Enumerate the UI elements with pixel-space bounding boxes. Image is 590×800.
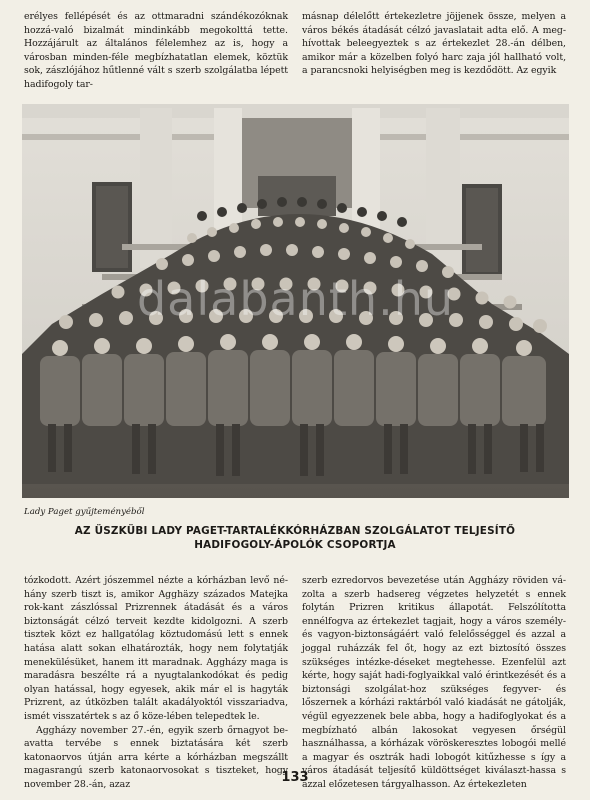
photo-illustration	[22, 104, 569, 498]
top-left-paragraph: erélyes fellépését és az ottmaradni szándékozóknak hozzá-való bizalmát mindinkább megokolttá tette. Hozzájárult az általános félelemhez az is, hogy a városban minden-féle megbízhatatlan elemek, köztük sok, zászlójához hűtlenné vált s szerb szolgálatba lépett hadifogoly tar-	[24, 11, 288, 90]
bottom-left-paragraph-1: tózkodott. Azért jószemmel nézte a kórházban levő né-hány szerb tiszt is, amikor Agghäzy százados Matejka rok-kant zászlóssal Prizrennek átadását és a város biztonságát célzó terveit kezdte kidolgozni. A szerb tisztek közt ez hallgatólag köztudomású lett s ennek hatása alatt sokan elhatározták, hogy nem folytatják menekülésüket, hanem itt maradnak. Aggházy maga is maradásra beszélte rá a nyugtalankodókat és pedig olyan hatással, hogy egyesek, akik már el is hagyták Prizrent, az útközben talált akadályoktól visszariadva, ismét visszatértek s az ő köze-lében telepedtek le.	[24, 575, 288, 722]
bottom-left-paragraph-2: Aggházy november 27.-én, egyik szerb őrnagyot be-avatta tervébe s ennek biztatására két szerb katonaorvos útján arra kérte a kórházban megszállt magasrangú szerb katonaorvosokat s tiszteket, hogy november 28.-án, azaz	[24, 724, 288, 790]
bottom-right-paragraph: szerb ezredorvos bevezetése után Aggházy röviden vá-zolta a szerb hadsereg végzetes helyzetét s ennek folytán Prizren kritikus állapotát. Felszólította ennélfogva az értekezlet tagjait, hogy a város személy- és vagyon-biztonságáért való felelősséggel és azzal a joggal ruházzák fel őt, hogy az ezt biztosító összes szükséges intézke-déseket megtehesse. Ezenfelül azt kérte, hogy saját hadi-foglyaikkal való érintkezését és a biztonsági szolgálat-hoz szükséges fegyver- és lőszernek a kórházi raktárból való kiadását ne gátolják, végül egyezzenek bele abba, hogy a hadifoglyokat és a megbízható albán lakosokat vegyesen őrségül használhassa, a kórházak vöröskeresztes lobogói mellé a magyar és osztrák hadi lobogót kitűzhesse s így a város átadását teljesítő küldöttséget kiválaszt-hassa s azzal előzetesen tárgyalhasson. Az értekezleten	[302, 575, 566, 790]
watermark: dalabanth.hu	[136, 272, 455, 326]
photo-credit: Lady Paget gyűjteményéből	[24, 507, 145, 517]
bottom-right-column	[302, 574, 566, 792]
group-photograph	[22, 104, 569, 498]
top-right-paragraph: másnap délelőtt értekezletre jöjjenek össze, melyen a város békés átadását célzó javaslatait adta elő. A meg-hívottak beleegyeztek s az értekezlet 28.-án délben, amikor már a közelben folyó harc zaja jól hallható volt, a parancsnoki helyiségben meg is kezdődött. Az egyik	[302, 11, 566, 77]
top-right-column	[302, 10, 566, 78]
caption-line-2: HADIFOGOLY-ÁPOLÓK CSOPORTJA	[194, 539, 396, 551]
caption-line-1: AZ ÜSZKÜBI LADY PAGET-TARTALÉKKÓRHÁZBAN SZOLGÁLATOT TELJESÍTŐ	[74, 525, 516, 537]
photo-caption	[24, 524, 566, 552]
top-left-column	[24, 10, 288, 92]
page-number: 133	[281, 770, 309, 785]
bottom-left-column	[24, 574, 288, 792]
